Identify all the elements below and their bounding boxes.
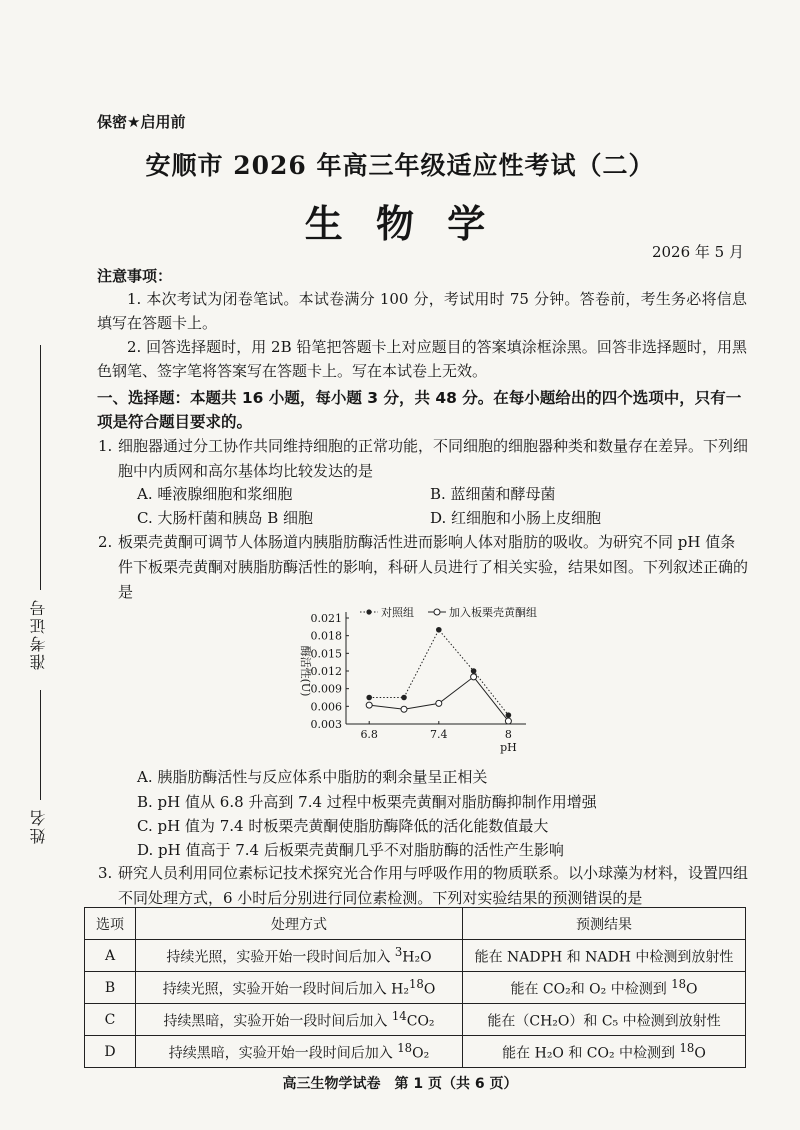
q1-option-b: B. 蓝细菌和酵母菌 [430, 485, 556, 503]
data-point-control [366, 695, 372, 701]
question-1 [98, 434, 749, 484]
data-point-control [436, 627, 442, 633]
legend-treated-marker [434, 609, 440, 615]
legend-control-marker [366, 609, 371, 614]
y-tick-label: 0.012 [310, 665, 342, 678]
data-point-treated [471, 674, 477, 680]
data-point-control [506, 712, 512, 718]
confidential-mark: 保密★启用前 [97, 113, 186, 131]
data-point-treated [505, 718, 511, 724]
table-cell-treatment: 持续黑暗，实验开始一段时间后加入 $^{18}$O₂ [136, 1036, 463, 1068]
table-header-result: 预测结果 [463, 908, 746, 940]
x-tick-label: 6.8 [360, 728, 378, 741]
enzyme-activity-chart [280, 603, 580, 755]
table-header-option: 选项 [85, 908, 136, 940]
sidebar-exam-id-label: 准考证号 [29, 598, 48, 670]
table-row [85, 940, 746, 972]
x-tick-label: 7.4 [430, 728, 448, 741]
question-1-stem: 细胞器通过分工协作共同维持细胞的正常功能，不同细胞的细胞器种类和数量存在差异。下列细胞中内质网和高尔基体均比较发达的是 [118, 437, 749, 480]
y-tick-label: 0.021 [310, 612, 342, 625]
y-tick-label: 0.015 [310, 647, 342, 661]
x-tick-label: 8 [504, 728, 512, 741]
notes-item-1: 1. 本次考试为闭卷笔试。本试卷满分 100 分，考试用时 75 分钟。答卷前，考生务必将信息填写在答题卡上。 [97, 290, 747, 332]
subject-title: 生 物 学 [304, 202, 496, 246]
sidebar-line-top [40, 345, 41, 590]
data-point-control [471, 668, 477, 674]
legend-treated-label: 加入板栗壳黄酮组 [449, 606, 537, 619]
table-cell-treatment: 持续光照，实验开始一段时间后加入 $^3$H₂O [136, 940, 463, 972]
table-cell-option: C [85, 1004, 136, 1036]
table-cell-result: 能在 NADPH 和 NADH 中检测到放射性 [463, 940, 746, 972]
section-1-title: 一、选择题：本题共 16 小题，每小题 3 分，共 48 分。在每小题给出的四个选项中，只有一项是符合题目要求的。 [97, 389, 742, 431]
y-tick-label: 0.018 [310, 629, 342, 643]
q1-option-a: A. 唾液腺细胞和浆细胞 [137, 485, 293, 503]
table-header-treatment: 处理方式 [136, 908, 463, 940]
table-row [85, 1004, 746, 1036]
question-3-number: 3. [98, 864, 113, 882]
table-cell-result: 能在 H₂O 和 CO₂ 中检测到 $^{18}$O [463, 1036, 746, 1068]
sidebar-line-middle [40, 690, 41, 800]
table-cell-option: B [85, 972, 136, 1004]
y-tick-label: 0.003 [310, 718, 342, 731]
legend-control-label: 对照组 [381, 606, 414, 619]
q2-option-a: A. 胰脂肪酶活性与反应体系中脂肪的剩余量呈正相关 [137, 768, 488, 786]
question-3-stem: 研究人员利用同位素标记技术探究光合作用与呼吸作用的物质联系。以小球藻为材料，设置四组不同处理方式，6 小时后分别进行同位素检测。下列对实验结果的预测错误的是 [118, 864, 749, 907]
data-point-treated [366, 702, 372, 708]
table-row [85, 972, 746, 1004]
table-cell-option: D [85, 1036, 136, 1068]
q1-option-d: D. 红细胞和小肠上皮细胞 [430, 509, 602, 527]
q2-option-b: B. pH 值从 6.8 升高到 7.4 过程中板栗壳黄酮对脂肪酶抑制作用增强 [137, 793, 597, 811]
table-cell-result: 能在 CO₂和 O₂ 中检测到 $^{18}$O [463, 972, 746, 1004]
question-3 [98, 861, 749, 911]
page-footer: 高三生物学试卷 第 1 页（共 6 页） [282, 1076, 518, 1092]
table-cell-treatment: 持续黑暗，实验开始一段时间后加入 $^{14}$CO₂ [136, 1004, 463, 1036]
data-point-control [401, 695, 407, 701]
series-line-treated [369, 677, 508, 721]
table-row [85, 1036, 746, 1068]
q1-option-c: C. 大肠杆菌和胰岛 B 细胞 [137, 509, 314, 527]
y-axis-label: 酶活性(U) [299, 645, 312, 697]
question-2-stem: 板栗壳黄酮可调节人体肠道内胰脂肪酶活性进而影响人体对脂肪的吸收。为研究不同 pH 值条件下板栗壳黄酮对胰脂肪酶活性的影响，科研人员进行了相关实验，结果如图。下列叙述正确的是 [118, 533, 749, 601]
y-tick-label: 0.006 [310, 700, 342, 714]
data-point-treated [436, 700, 442, 706]
notes-item-2: 2. 回答选择题时，用 2B 铅笔把答题卡上对应题目的答案填涂框涂黑。回答非选择题时，用黑色钢笔、签字笔将答案写在答题卡上。写在本试卷上无效。 [97, 338, 747, 380]
question-2-number: 2. [98, 533, 113, 551]
sidebar-name-label: 姓名 [29, 808, 48, 844]
table-header-row [85, 908, 746, 940]
exam-title: 安顺市 2026 年高三年级适应性考试（二） [145, 151, 655, 180]
table-cell-option: A [85, 940, 136, 972]
table-cell-treatment: 持续光照，实验开始一段时间后加入 H₂$^{18}$O [136, 972, 463, 1004]
question-2 [98, 530, 749, 605]
y-tick-label: 0.009 [310, 682, 342, 696]
notes-heading: 注意事项： [97, 267, 173, 285]
data-point-treated [401, 706, 407, 712]
q3-table [84, 907, 746, 1068]
x-axis-label: pH [500, 741, 517, 754]
table-cell-result: 能在（CH₂O）和 C₅ 中检测到放射性 [463, 1004, 746, 1036]
question-1-number: 1. [98, 437, 113, 455]
exam-date: 2026 年 5 月 [651, 243, 744, 261]
q2-option-d: D. pH 值高于 7.4 后板栗壳黄酮几乎不对脂肪酶的活性产生影响 [137, 841, 564, 859]
q2-option-c: C. pH 值为 7.4 时板栗壳黄酮使脂肪酶降低的活化能数值最大 [137, 817, 549, 835]
